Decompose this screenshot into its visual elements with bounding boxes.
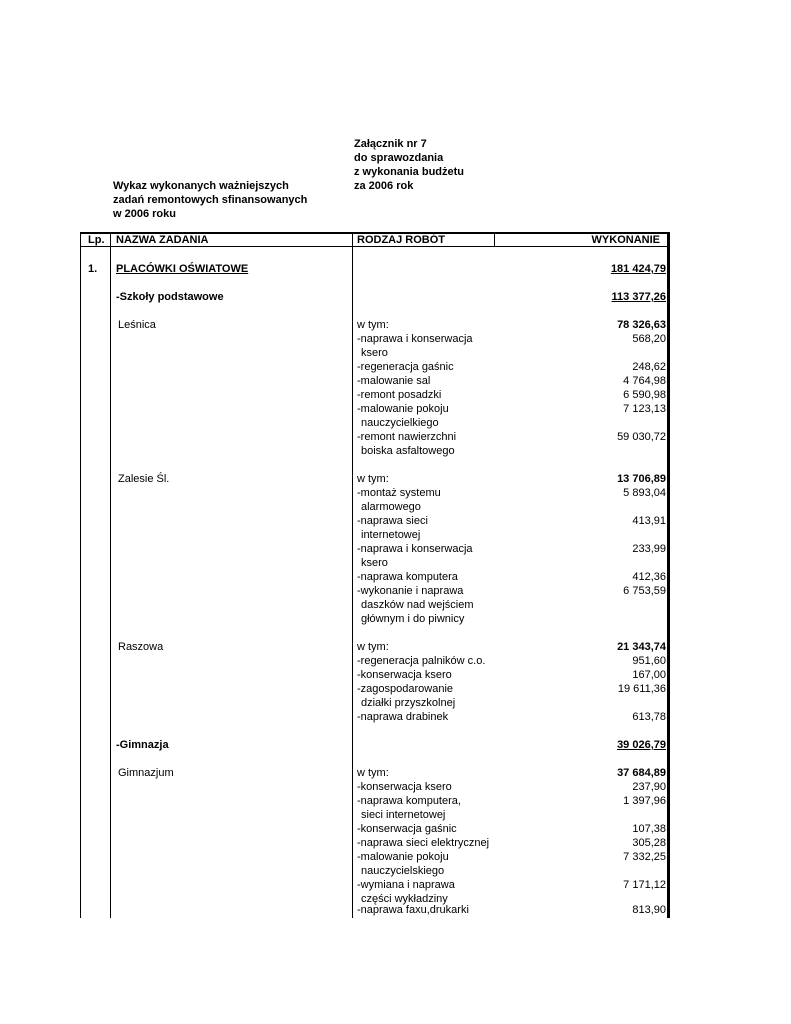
section-total: 181 424,79 (610, 263, 666, 275)
header-works-type: RODZAJ ROBÓT (357, 234, 445, 246)
work-amount: 6 753,59 (623, 585, 666, 597)
col-border-right (667, 232, 670, 918)
work-amount: 237,90 (632, 781, 666, 793)
work-amount: 7 171,12 (623, 879, 666, 891)
work-item: -konserwacja gaśnic (357, 823, 457, 835)
section-lp: 1. (88, 263, 98, 275)
work-item: -naprawa drabinek (357, 711, 449, 723)
doc-title-line-3: w 2006 roku (113, 208, 176, 220)
work-amount: 4 764,98 (623, 375, 666, 387)
subsection-primary-total: 113 377,26 (611, 291, 666, 303)
header-execution: WYKONANIE (591, 234, 660, 246)
subsection-gym-name: -Gimnazja (116, 739, 169, 751)
work-item: -naprawa komputera (357, 571, 458, 583)
work-amount: 951,60 (632, 655, 666, 667)
work-amount: 233,99 (632, 543, 666, 555)
work-amount: 7 332,25 (623, 851, 666, 863)
work-amount: 1 397,96 (623, 795, 666, 807)
school-lesnica-total: 78 326,63 (617, 319, 666, 331)
work-item: -naprawa i konserwacja (357, 543, 473, 555)
section-name: PLACÓWKI OŚWIATOWE (116, 263, 249, 275)
doc-title-line-1: Wykaz wykonanych ważniejszych (113, 180, 289, 192)
work-item-cont: głównym i do piwnicy (361, 613, 465, 625)
col-border-lp (110, 232, 111, 918)
work-amount: 19 611,36 (617, 683, 666, 695)
work-item: -wykonanie i naprawa (357, 585, 464, 597)
col-border-works-header (494, 232, 495, 247)
work-amount: 248,62 (632, 361, 666, 373)
work-item: -naprawa sieci (357, 515, 428, 527)
work-amount: 305,28 (632, 837, 666, 849)
work-item-cont: działki przyszkolnej (361, 697, 456, 709)
work-item-cont: ksero (361, 347, 388, 359)
work-item: -wymiana i naprawa (357, 879, 455, 891)
subsection-primary-name: -Szkoły podstawowe (116, 291, 224, 303)
work-item: -naprawa faxu,drukarki (357, 904, 469, 916)
work-item: -malowanie sal (357, 375, 431, 387)
work-item-cont: nauczycielskiego (361, 865, 445, 877)
work-amount: 613,78 (632, 711, 666, 723)
work-item: -konserwacja ksero (357, 669, 452, 681)
work-amount: 167,00 (632, 669, 666, 681)
work-item: -naprawa i konserwacja (357, 333, 473, 345)
work-item-cont: boiska asfaltowego (361, 445, 455, 457)
work-item: -naprawa sieci elektrycznej (357, 837, 490, 849)
work-amount: 6 590,98 (623, 389, 666, 401)
work-item-cont: internetowej (361, 529, 421, 541)
school-zalesie-total: 13 706,89 (617, 473, 666, 485)
annex-line-4: za 2006 rok (354, 180, 414, 192)
work-amount: 7 123,13 (623, 403, 666, 415)
school-zalesie-name: Zalesie Śl. (118, 473, 170, 485)
work-amount: 5 893,04 (623, 487, 666, 499)
school-zalesie-intro: w tym: (357, 473, 389, 485)
work-item: -regeneracja gaśnic (357, 361, 454, 373)
work-amount: 59 030,72 (617, 431, 666, 443)
annex-line-1: Załącznik nr 7 (354, 138, 427, 150)
school-raszowa-name: Raszowa (118, 641, 164, 653)
school-raszowa-intro: w tym: (357, 641, 389, 653)
work-amount: 813,90 (632, 904, 666, 916)
col-border-name (352, 232, 353, 918)
work-item: -remont posadzki (357, 389, 442, 401)
annex-line-2: do sprawozdania (354, 152, 444, 164)
header-lp: Lp. (88, 234, 105, 246)
work-item-cont: daszków nad wejściem (361, 599, 474, 611)
work-amount: 568,20 (632, 333, 666, 345)
school-gimnazjum-intro: w tym: (357, 767, 389, 779)
school-gimnazjum-total: 37 684,89 (617, 767, 666, 779)
school-lesnica-name: Leśnica (118, 319, 156, 331)
work-item: -zagospodarowanie (357, 683, 454, 695)
col-border-left (80, 232, 81, 918)
work-item: -malowanie pokoju (357, 403, 449, 415)
work-item-cont: sieci internetowej (361, 809, 446, 821)
doc-title-line-2: zadań remontowych sfinansowanych (113, 194, 308, 206)
work-item: -konserwacja ksero (357, 781, 452, 793)
annex-line-3: z wykonania budżetu (354, 166, 465, 178)
work-item-cont: alarmowego (361, 501, 421, 513)
work-item: -naprawa komputera, (357, 795, 461, 807)
subsection-gym-total: 39 026,79 (617, 739, 666, 751)
work-item-cont: ksero (361, 557, 388, 569)
work-amount: 412,36 (632, 571, 666, 583)
work-item-cont: nauczycielkiego (361, 417, 439, 429)
work-item: -regeneracja palników c.o. (357, 655, 486, 667)
work-item: -remont nawierzchni (357, 431, 457, 443)
work-item-cont: części wykładziny (361, 893, 448, 905)
work-amount: 413,91 (632, 515, 666, 527)
work-amount: 107,38 (632, 823, 666, 835)
header-task-name: NAZWA ZADANIA (116, 234, 209, 246)
school-gimnazjum-name: Gimnazjum (118, 767, 174, 779)
school-lesnica-intro: w tym: (357, 319, 389, 331)
work-item: -malowanie pokoju (357, 851, 449, 863)
school-raszowa-total: 21 343,74 (617, 641, 666, 653)
work-item: -montaż systemu (357, 487, 441, 499)
